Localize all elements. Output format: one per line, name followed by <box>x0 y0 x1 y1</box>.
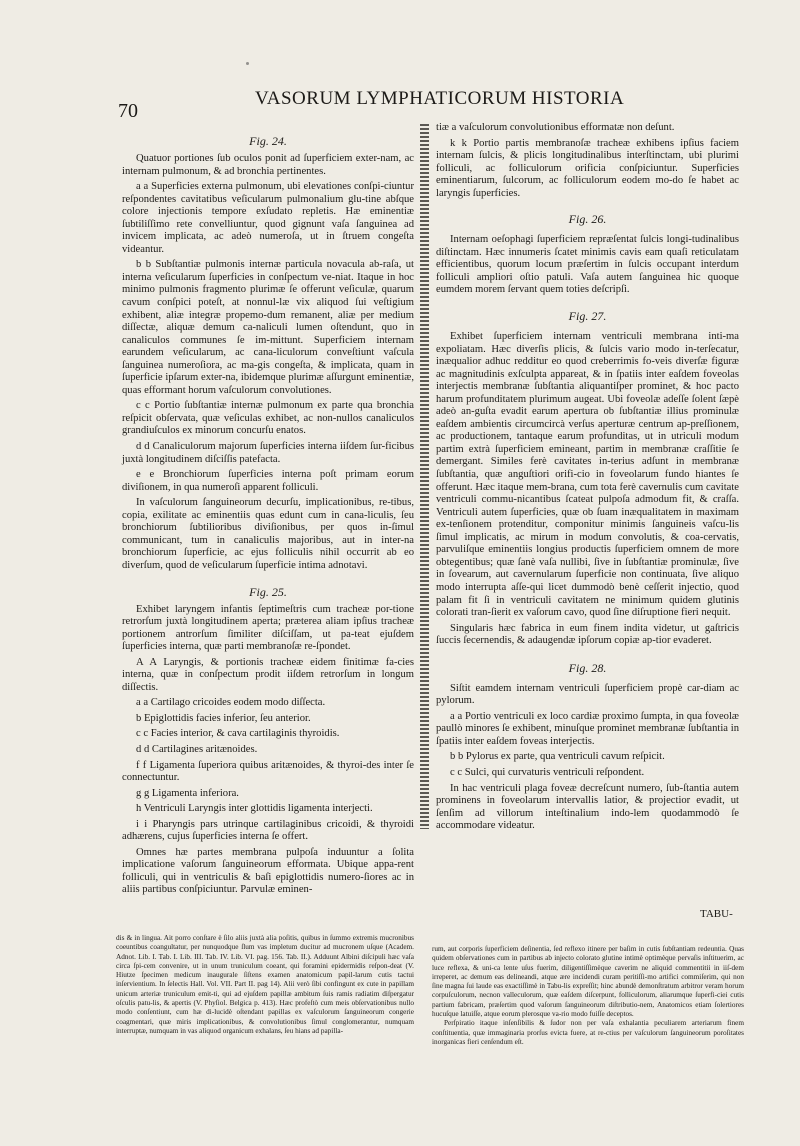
footnote-left <box>116 934 414 1132</box>
left-column <box>122 134 414 896</box>
fig27-paragraph: Singularis hæc fabrica in eum finem indita videtur, ut gaſtricis ſuccis ſecernendis, & adaugendæ ipſorum copiæ ap-tior evaderet. <box>436 622 739 647</box>
fig24-paragraph: b b Subſtantiæ pulmonis internæ particula novacula ab-raſa, ut interna veſicularum ſuperficies in conſpectum ve-niat. Itaque in hoc minimo pulmonis fragmento plurimæ ſe offerunt veſiculæ, quarum cavum conſpici poteſt, at nonnul-læ vix aliquod ſui veſtigium exhibent, aliæ integræ propemo-dum remanent, aliæ per medium diſſectæ, aliquæ demum ca-naliculi lumen oſtendunt, quo in canaliculos communes ſe im-mittunt. Superficiem internam earundem veſicularum, ac cana-liculorum conveſtiunt vaſcula ſanguinea numeroſiora, ac ma-gis congeſta, & implicata, quam in ſuperficie ipſarum exter-na, ibidemque plurimæ aſſurgunt eminentiæ, quas efformant horum vaſculorum convolutiones. <box>122 259 414 396</box>
fig25-paragraph: b Epiglottidis facies inferior, ſeu anterior. <box>136 712 311 724</box>
fig25-paragraph: c c Facies interior, & cava cartilaginis thyroidis. <box>136 728 340 740</box>
fig25-paragraph: a a Cartilago cricoides eodem modo diſſecta. <box>136 697 326 709</box>
fig25-paragraph: Exhibet laryngem infantis ſeptimeſtris cum tracheæ por-tione retrorſum juxtà longitudinem aperta; præterea aliam ipſius tracheæ portionem antrorſum ſimiliter diſciſſam, ut pa-teat ejuſdem ſuperficies interna, quæ parti membranoſæ re-ſpondet. <box>122 603 414 653</box>
fig26-title: Fig. 26. <box>568 212 607 227</box>
fig28-paragraph: b b Pylorus ex parte, qua ventriculi cavum reſpicit. <box>450 751 665 763</box>
ink-speck <box>246 62 249 65</box>
footnote-text: dis & in lingua. Ait porro conſtare è ſilo aliis juxtà alia poſitis, quibus in ſummo extremis mucronibus coeuntibus coangultatur, per nunquodque ſlum vas impletum ducitur ad mucronem uſque (Academ. Adnot. Lib. I. Tab. I. Lib. III. Tab. IV. Lib. VI. pag. 156. Tab. II.). Adduunt Albini diſcipuli hæc vaſa circa ſpi-cem convenire, ut in unum truniculum coeant, qui foramini epidermidis reſpon-deat (V. Hiutze ſpecimen medicum inaugurale ſiſtens examen anatomicum papil-larum cutis tactui inſervientium. In ſelectis Hall. Vol. VII. Part II. pag 14). Alii verò ſibi confingunt ex cute in papillam unicum arteriæ truniculum emit-ti, qui ad ejuſdem papillæ ambitum ſuis ramis radiatim diſpergatur oſculis patu-lis, & apertis (V. Phyſiol. Belgica p. 413). Hæc profeſtò cum meis obſervationibus nullo modo conſentiunt, cum hæ di-lucidè oſtendant papillas ex vaſculorum ſanguineorum congerie coagmentari, quæ miris implicationibus, & convolutionibus ſimul conglomerantur, numquam interruptæ, numquam in vas aliquod organicum exhalans, ſeu hians ad papilla- <box>116 934 414 1035</box>
fig24-paragraph: d d Canaliculorum majorum ſuperficies interna iiſdem ſur-ficibus juxtà longitudinem diſciſſis patefacta. <box>122 441 414 465</box>
fig25-paragraph: g g Ligamenta inferiora. <box>136 787 239 799</box>
fig28-paragraph: a a Portio ventriculi ex loco cardiæ proximo ſumpta, in qua foveolæ paullò minores ſe exhibent, minuſque prominet membranæ ſubſtantia in ſpatiis inter eaſdem foveas interjectis. <box>436 710 739 747</box>
fig28-paragraph: Siſtit eamdem internam ventriculi ſuperficiem propè car-diam ac pylorum. <box>436 682 739 707</box>
fig28-paragraph: c c Sulci, qui curvaturis ventriculi reſpondent. <box>450 766 645 778</box>
column-divider <box>420 124 429 829</box>
right-column <box>436 122 739 842</box>
catchword: TABU- <box>700 908 733 920</box>
fig26-paragraph: Internam oeſophagi ſuperficiem repræſentat ſulcis longi-tudinalibus diſtinctam. Hæc innumeris ſcatet minimis cavis eam quaſi reticulatam efficientibus, quorum locum præſertim in ſulcis occupant interdum folliculi ampliori oſtio patuli. Vaſa autem ſanguinea hic quoque eumdem morem ſervant quem toties deſcripſi. <box>436 234 739 296</box>
fig24-paragraph: Quatuor portiones ſub oculos ponit ad ſuperficiem exter-nam, ac internam pulmonum, & ad bronchia pertinentes. <box>122 153 414 177</box>
continuation-paragraph: k k Portio partis membranoſæ tracheæ exhibens ipſius faciem internam ſulcis, & plicis longitudinalibus interſtinctam, ubi plurimi folliculi, ac folliculorum orificia conſpiciuntur. Superficies eminentiarum, ſulcorum, ac folliculorum eodem mo-do ſe habet ac laryngis ſuperficies. <box>436 137 739 199</box>
running-head: VASORUM LYMPHATICORUM HISTORIA <box>255 88 625 109</box>
footnote-text: Perſpiratio itaque inſenſibilis & ſudor non per vaſa exhalantia peculiarem arteriarum finem conſtituentia, quæ immaginaria prorſus evicta fuere, at re-ctius per vaſculorum ſanguineorum poroſitates inorganicas fieri cenſendum eſt. <box>432 1019 744 1046</box>
fig24-paragraph: a a Superficies externa pulmonum, ubi elevationes conſpi-ciuntur reſpondentes cavitatibus veſicularum pulmonalium glu-tine abſque colore injectionis tempore exſudato repletis. Hæ eminentiæ ſubtiliſſimo rete convelliuntur, quod gignunt vaſa ſanguinea ad invicem implicata, ac adeò numeroſa, ut in ſtruem congeſta videantur. <box>122 181 414 255</box>
fig27-title: Fig. 27. <box>568 309 607 324</box>
fig24-paragraph: c c Portio ſubſtantiæ internæ pulmonum ex parte qua bronchia reſpicit obſervata, quæ veſiculas exhibet, ac non-nullos canaliculos grandiuſculos ex minorum concurſu enatos. <box>122 400 414 437</box>
fig25-paragraph: h Ventriculi Laryngis inter glottidis ligamenta interjecti. <box>136 803 373 815</box>
fig25-paragraph: i i Pharyngis pars utrinque cartilaginibus cricoidi, & thyroidi adhærens, cujus ſuperficies interna ſe offert. <box>122 818 414 843</box>
footnote-right <box>432 945 744 1135</box>
fig25-paragraph: A A Laryngis, & portionis tracheæ eidem finitimæ fa-cies interna, quæ in conſpectum prodit iiſdem retrorſum in longum diſſectis. <box>122 656 414 693</box>
fig25-paragraph: Omnes hæ partes membrana pulpoſa induuntur a ſolita implicatione vaſorum ſanguineorum efformata. Ubique appa-rent folliculi, qui in ventriculis & baſi epiglottidis numero-ſiores ac in aliis partibus conſpiciuntur. Parvulæ eminen- <box>122 846 414 896</box>
fig28-title: Fig. 28. <box>568 660 607 675</box>
fig25-paragraph: d d Cartilagines aritænoides. <box>136 743 258 755</box>
continuation-paragraph: tiæ a vaſculorum convolutionibus efformatæ non deſunt. <box>436 122 675 133</box>
fig24-paragraph: In vaſculorum ſanguineorum decurſu, implicationibus, re-tibus, copia, exilitate ac eminentiis quas edunt cum in cana-liculis, ſeu bronchiorum ſubtilioribus diviſionibus, per quos in-ſimul communicant, tum in canaliculis majoribus, aut in inter-na bronchiorum ſuperficie, ac ejus folliculis nihil occurrit ab eo diverſum, quod de veſicularum ſuperficie intima adnotavi. <box>122 497 414 571</box>
page-number: 70 <box>118 100 138 122</box>
fig25-paragraph: f f Ligamenta ſuperiora quibus aritænoides, & thyroi-des inter ſe connectuntur. <box>122 759 414 784</box>
fig25-title: Fig. 25. <box>249 584 287 599</box>
fig24-title: Fig. 24. <box>249 134 287 148</box>
fig24-paragraph: e e Bronchiorum ſuperficies interna poſt primam eorum diviſionem, in qua numeroſi apparent folliculi. <box>122 469 414 493</box>
fig27-paragraph: Exhibet ſuperficiem internam ventriculi membrana inti-ma expoliatam. Hæc diverſis plicis, & ſulcis vario modo in-terſecatur, inæqualior adhuc redditur eo quod creberrimis fo-veis diverſæ figuræ ac magnitudinis exſculpta appareat, & in ſpatiis inter eaſdem foveolas interjectis membranæ ſubſtantia aliquantiſper prominet, & hoc pacto harum profunditatem plurimum augeat. Ubi foveolæ adeſſe ſolent ſæpè adeò an-guſta evadit earum apertura ob ſubſtantiæ illius prominulæ eaſdem ambientis circumcircà verſus aperturæ centrum ap-preſſionem, ac productionem, tantaque earum profunditas, ut in utriculi modum partim extrà ſuperficiem emineant, partim in membranæ craſſitie ſe demergant. Similes ferè cavitates in-terius adſunt in membranæ ſubſtantia, quæ anguſtiori orifi-cio in foveolarum fundo hiantes ſe offerunt. Hæc itaque mem-brana, cum tota ferè cavernulis cum cavitate ventriculi commu-nicantibus ſcateat pulpoſa admodum fit, & craſſa. Ventriculi autem ſuperficies, quæ ob ſuam inæqualitatem in maximam ex-tenſionem protenditur, componitur minimis ſanguineis vaſcu-lis ſimul implicatis, ac mirum in modum convolutis, & coa-cervatis, parvuliſque eminentiis longius productis ſuperficiem omnem de more obtegentibus; quæ ſanè vaſa nullibi, ſive in ſubſtantiæ prominulæ, ſive in ſovearum, aut cavernularum ſuperficie non continuata, ſive aliquo modo interrupta aſſe-qui licet dummodò benè ceſſerit injectio, quod palam fit ſi in ventriculi cavitatem ne minimum quidem glutinis colorati tran-ſierit ex vaſorum cavo, quod ſine diſruptione fieri nequit. <box>436 331 739 619</box>
fig28-paragraph: In hac ventriculi plaga foveæ decreſcunt numero, ſub-ſtantia autem prominens in foveolarum intervallis latior, & projectior evadit, ut ſenſim ad villorum inteſtinalium indo-lem quodammodò ſe accommodare videatur. <box>436 782 739 832</box>
footnote-text: rum, aut corporis ſuperficiem deſinentia, ſed reflexo itinere per baſim in cutis ſubſtantiam redeuntia. Quas quidem obſervationes cum in partibus ab injecto colorato glutine intimè optimèque pervaſis inſtituerim, ac luce reflexa, & uni-ca lente uſus fuerim, diligentiſſimèque caverim ne aliquid commentitii in iiſ-dem irreperet, ac demum eas delineandi, atque ære incidendi curam peritiſſi-mo artifici commiſerim, qui non ſine magna ſui laude eas exactiſſimè in Tabu-lis expreſſit; hinc abundè demonſtratum arbitror veram horum corpuſculorum, necnon valleculorum, quæ eaſdem diſcerpunt, folliculorum, aliarumque ſuperfi-ciei cutis partium fabricam, præſertim quod vaſorum ſanguineorum diſtributio-nem, Anatomicos etiam ſolertiores hucuſque latuiſſe, atque eorum plerosque va-rio modo fuiſſe deceptos. <box>432 945 744 1019</box>
